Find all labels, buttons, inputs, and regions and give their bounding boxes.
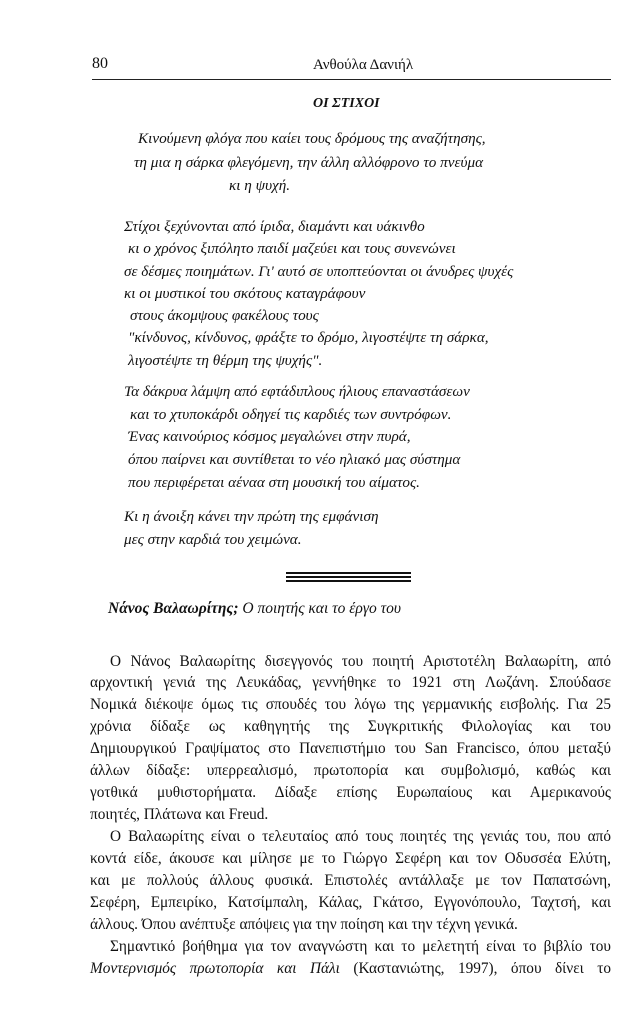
section-heading-subtitle: Ο ποιητής και το έργο του <box>238 600 401 617</box>
poem-line: τη μια η σάρκα φλεγόμενη, την άλλη αλλόφρονο το πνεύμα <box>134 154 484 171</box>
header-rule <box>92 79 611 80</box>
poem-line: Στίχοι ξεχύνονται από ίριδα, διαμάντι και υάκινθο <box>124 218 425 235</box>
prose-line: Νομικά διέκοψε όμως τις σπουδές του λόγω της γερμανικής εισβολής. Για 25 <box>90 696 611 713</box>
section-ornament <box>286 572 411 584</box>
poem-line: κι οι μυστικοί του σκότους καταγράφουν <box>124 285 366 302</box>
prose-line: ποιητές, Πλάτωνα και Freud. <box>90 806 269 823</box>
prose-line: χρόνια δίδαξε ως καθηγητής της Συγκριτικής Φιλολογίας και του <box>90 718 611 735</box>
poem-line: Κινούμενη φλόγα που καίει τους δρόμους της αναζήτησης, <box>138 130 486 147</box>
prose-line <box>90 960 611 978</box>
prose-line: άλλων δίδαξε: υπερρεαλισμό, πρωτοπορία και συμβολισμό, καθώς και <box>90 762 611 779</box>
poem-line: Τα δάκρυα λάμψη από εφτάδιπλους ήλιους επαναστάσεων <box>124 383 470 400</box>
prose-line: Δημιουργικού Γραψίματος στο Πανεπιστήμιο του San Francisco, όπου μεταξύ <box>90 740 611 757</box>
page-number: 80 <box>92 55 108 72</box>
prose-line-rest: (Καστανιώτης, 1997), όπου δίνει το <box>339 960 611 977</box>
prose-line: κοντά είδε, άκουσε και μίλησε με το Γιώργο Σεφέρη και τον Οδυσσέα Ελύτη, <box>90 850 611 867</box>
poem-title: ΟΙ ΣΤΙΧΟΙ <box>313 96 380 111</box>
section-heading-name: Νάνος Βαλαωρίτης; <box>108 600 239 617</box>
poem-line: κι η ψυχή. <box>229 177 291 194</box>
poem-line: σε δέσμες ποιημάτων. Γι' αυτό σε υποπτεύονται οι άνυδρες ψυχές <box>124 263 514 280</box>
poem-line: Ένας καινούριος κόσμος μεγαλώνει στην πυρά, <box>128 428 411 445</box>
poem-line: στους άκομψους φακέλους τους <box>130 307 319 324</box>
book-title: Μοντερνισμός πρωτοπορία και Πάλι <box>90 960 340 977</box>
poem-line: και το χτυποκάρδι οδηγεί τις καρδιές των συντρόφων. <box>130 406 452 423</box>
poem-line: όπου παίρνει και συντίθεται το νέο ηλιακό μας σύστημα <box>128 451 461 468</box>
poem-line: "κίνδυνος, κίνδυνος, φράξτε το δρόμο, λιγοστέψτε τη σάρκα, <box>128 329 489 346</box>
section-heading <box>108 600 401 618</box>
poem-line: που περιφέρεται αέναα στη μουσική του αίματος. <box>128 474 420 491</box>
poem-line: Κι η άνοιξη κάνει την πρώτη της εμφάνιση <box>124 508 379 525</box>
prose-line: Σημαντικό βοήθημα για τον αναγνώστη και το μελετητή είναι το βιβλίο του <box>110 938 611 955</box>
running-head: Ανθούλα Δανιήλ <box>313 57 414 73</box>
poem-line: λιγοστέψτε τη θέρμη της ψυχής". <box>128 352 323 369</box>
prose-line: γοτθικά μυθιστορήματα. Δίδαξε επίσης Ευρωπαίους και Αμερικανούς <box>90 784 611 801</box>
poem-line: μες στην καρδιά του χειμώνα. <box>124 531 302 548</box>
prose-line: αρχοντική γενιά της Λευκάδας, γεννήθηκε το 1921 στη Λωζάνη. Σπούδασε <box>90 674 611 691</box>
prose-line: Σεφέρη, Εμπειρίκο, Κατσίμπαλη, Κάλας, Γκάτσο, Εγγονόπουλο, Ταχτσή, και <box>90 894 611 911</box>
prose-line: Ο Νάνος Βαλαωρίτης δισεγγονός του ποιητή Αριστοτέλη Βαλαωρίτη, από <box>110 653 611 670</box>
poem-line: κι ο χρόνος ξιπόλητο παιδί μαζεύει και τους συνενώνει <box>128 240 456 257</box>
prose-line: και με πολλούς άλλους φυσικά. Επιστολές αντάλλαξε με τον Παπατσώνη, <box>90 872 611 889</box>
prose-line: άλλους. Όπου ανέπτυξε απόψεις για την ποίηση και την τέχνη γενικά. <box>90 916 518 933</box>
prose-line: Ο Βαλαωρίτης είναι ο τελευταίος από τους ποιητές της γενιάς του, που από <box>110 828 611 845</box>
